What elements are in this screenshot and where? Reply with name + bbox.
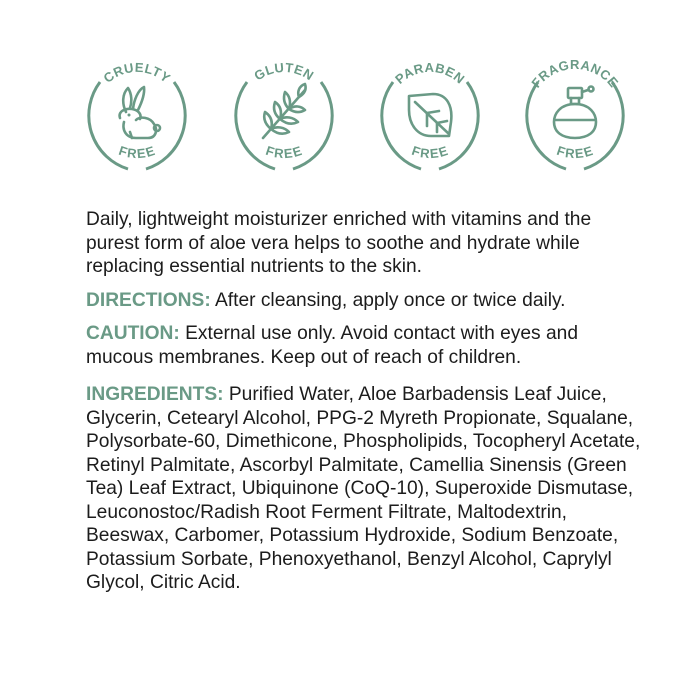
perfume-bottle-icon <box>554 87 596 139</box>
intro-paragraph: Daily, lightweight moisturizer enriched with vitamins and the purest form of aloe vera helps to soothe and hydrate while replacing essential nutrients to the skin. <box>86 209 592 277</box>
caution-paragraph <box>86 322 642 369</box>
fragrance-free-badge <box>516 52 634 176</box>
product-description <box>86 208 642 595</box>
gluten-free-badge <box>225 52 343 176</box>
badge-bottom-label: FREE <box>116 142 158 162</box>
badge-bottom-label: FREE <box>263 142 305 162</box>
badge-top-label: FRAGRANCE <box>528 56 622 91</box>
directions-label: DIRECTIONS: <box>86 289 211 311</box>
cruelty-free-badge <box>78 52 196 176</box>
ingredients-paragraph <box>86 383 642 595</box>
badge-bottom-label: FREE <box>409 142 451 162</box>
badge-top-label: CRUELTY <box>100 59 174 86</box>
badge-bottom-label: FREE <box>554 142 596 162</box>
wheat-icon <box>263 84 306 138</box>
rabbit-icon <box>120 87 160 138</box>
free-from-badges <box>78 52 633 177</box>
directions-paragraph <box>86 289 642 313</box>
caution-text: External use only. Avoid contact with eyes and mucous membranes. Keep out of reach of children. <box>86 323 578 368</box>
badge-top-label: PARABEN <box>392 59 468 87</box>
ingredients-label: INGREDIENTS: <box>86 384 224 405</box>
ingredients-text: Purified Water, Aloe Barbadensis Leaf Juice, Glycerin, Cetearyl Alcohol, PPG-2 Myreth Propionate, Squalane, Polysorbate-60, Dimethicone, Phospholipids, Tocopheryl Acetate, Retinyl Palmitate, Ascorbyl Palmitate, Camellia Sinensis (Green Tea) Leaf Extract, Ubiquinone (CoQ-10), Superoxide Dismutase, Leuconostoc/Radish Root Ferment Filtrate, Maltodextrin, Beeswax, Carbomer, Potassium Hydroxide, Sodium Benzoate, Potassium Sorbate, Phenoxyethanol, Benzyl Alcohol, Caprylyl Glycol, Citric Acid. <box>86 384 641 593</box>
paraben-free-badge <box>371 52 489 176</box>
directions-text: After cleansing, apply once or twice daily. <box>210 289 566 311</box>
leaf-icon <box>409 94 451 136</box>
caution-label: CAUTION: <box>86 323 180 344</box>
badge-top-label: GLUTEN <box>251 59 317 84</box>
